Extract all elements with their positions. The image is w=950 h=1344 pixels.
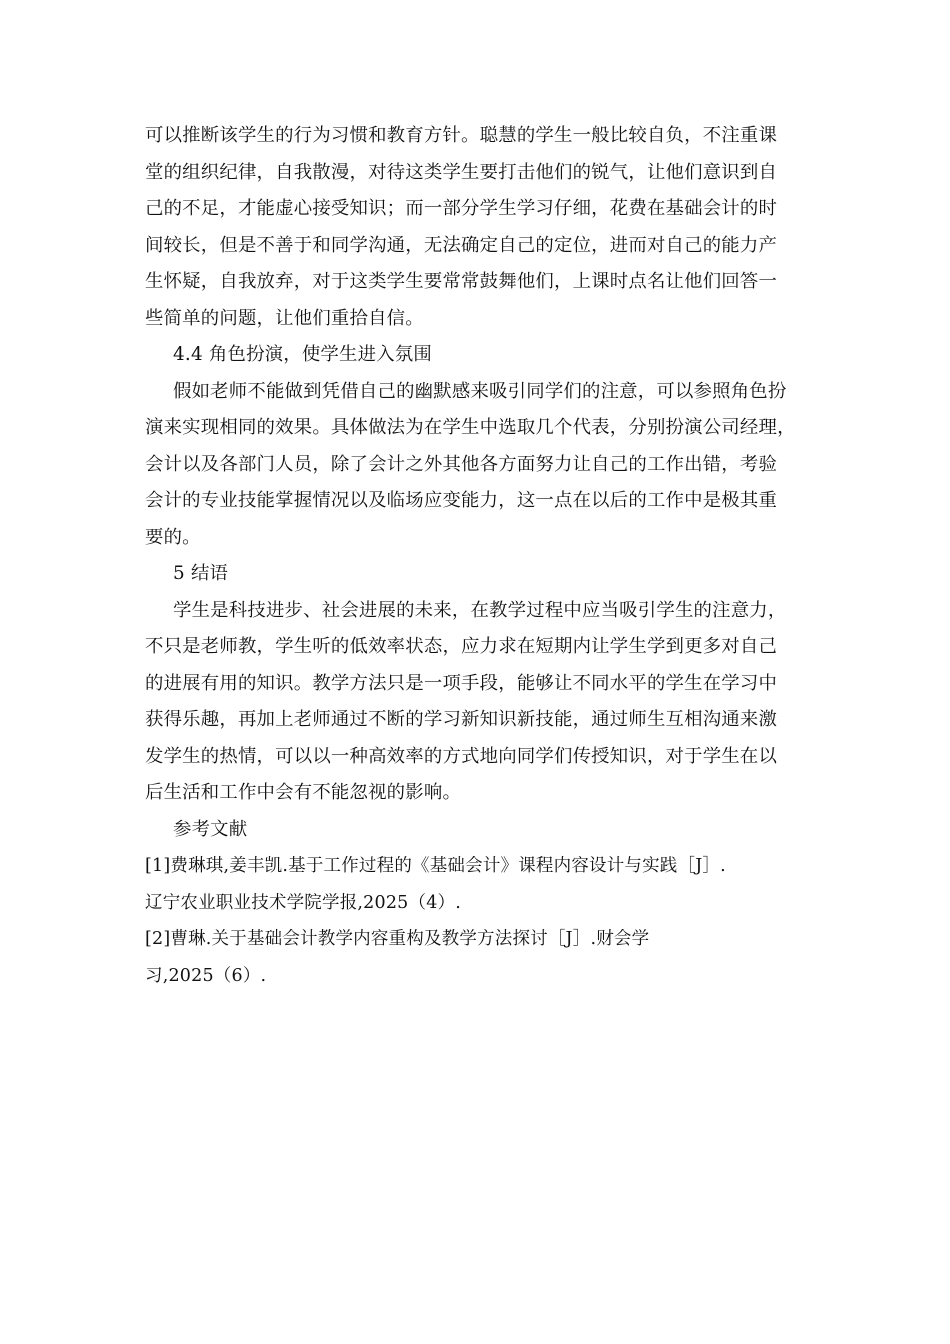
text-line: 获得乐趣，再加上老师通过不断的学习新知识新技能，通过师生互相沟通来激: [145, 709, 778, 730]
document-body: [145, 118, 805, 994]
text-line: 学生是科技进步、社会进展的未来，在教学过程中应当吸引学生的注意力，: [173, 599, 787, 621]
text-line: 发学生的热情，可以以一种高效率的方式地向同学们传授知识，对于学生在以: [145, 745, 778, 767]
reference-item-1: [145, 848, 805, 921]
reference-item-2: [145, 921, 805, 994]
text-line: 堂的组织纪律，自我散漫，对待这类学生要打击他们的锐气，让他们意识到自: [145, 161, 778, 183]
paragraph-conclusion: [145, 593, 805, 812]
reference-line: 习,2025（6）.: [145, 965, 267, 986]
text-line: 生怀疑，自我放弃，对于这类学生要常常鼓舞他们，上课时点名让他们回答一: [145, 271, 778, 292]
text-line: 的进展有用的知识。教学方法只是一项手段，能够让不同水平的学生在学习中: [145, 672, 778, 694]
text-line: 假如老师不能做到凭借自己的幽默感来吸引同学们的注意，可以参照角色扮: [173, 380, 787, 402]
text-line: 会计的专业技能掌握情况以及临场应变能力，这一点在以后的工作中是极其重: [145, 490, 778, 511]
section-heading-4-4: 4.4 角色扮演，使学生进入氛围: [173, 344, 432, 365]
text-line: 间较长，但是不善于和同学沟通，无法确定自己的定位，进而对自己的能力产: [145, 234, 778, 256]
text-line: 不只是老师教，学生听的低效率状态，应力求在短期内让学生学到更多对自己: [145, 636, 778, 657]
section-heading-5: 5 结语: [173, 563, 229, 584]
paragraph-role-play: [145, 374, 805, 557]
text-line: 后生活和工作中会有不能忽视的影响。: [145, 782, 462, 803]
text-line: 会计以及各部门人员，除了会计之外其他各方面努力让自己的工作出错，考验: [145, 453, 778, 475]
text-line: 可以推断该学生的行为习惯和教育方针。聪慧的学生一般比较自负，不注重课: [145, 125, 778, 146]
references-heading: 参考文献: [173, 818, 248, 840]
reference-line: [1]费琳琪,姜丰凯.基于工作过程的《基础会计》课程内容设计与实践［J］.: [145, 856, 726, 876]
reference-line: 辽宁农业职业技术学院学报,2025（4）.: [145, 892, 461, 913]
reference-line: [2]曹琳.关于基础会计教学内容重构及教学方法探讨［J］.财会学: [145, 929, 650, 949]
text-line: 己的不足，才能虚心接受知识；而一部分学生学习仔细，花费在基础会计的时: [145, 198, 778, 219]
paragraph-student-guidance: [145, 118, 805, 337]
text-line: 些简单的问题，让他们重拾自信。: [145, 307, 424, 329]
text-line: 演来实现相同的效果。具体做法为在学生中选取几个代表，分别扮演公司经理，: [145, 417, 796, 438]
text-line: 要的。: [145, 526, 201, 548]
